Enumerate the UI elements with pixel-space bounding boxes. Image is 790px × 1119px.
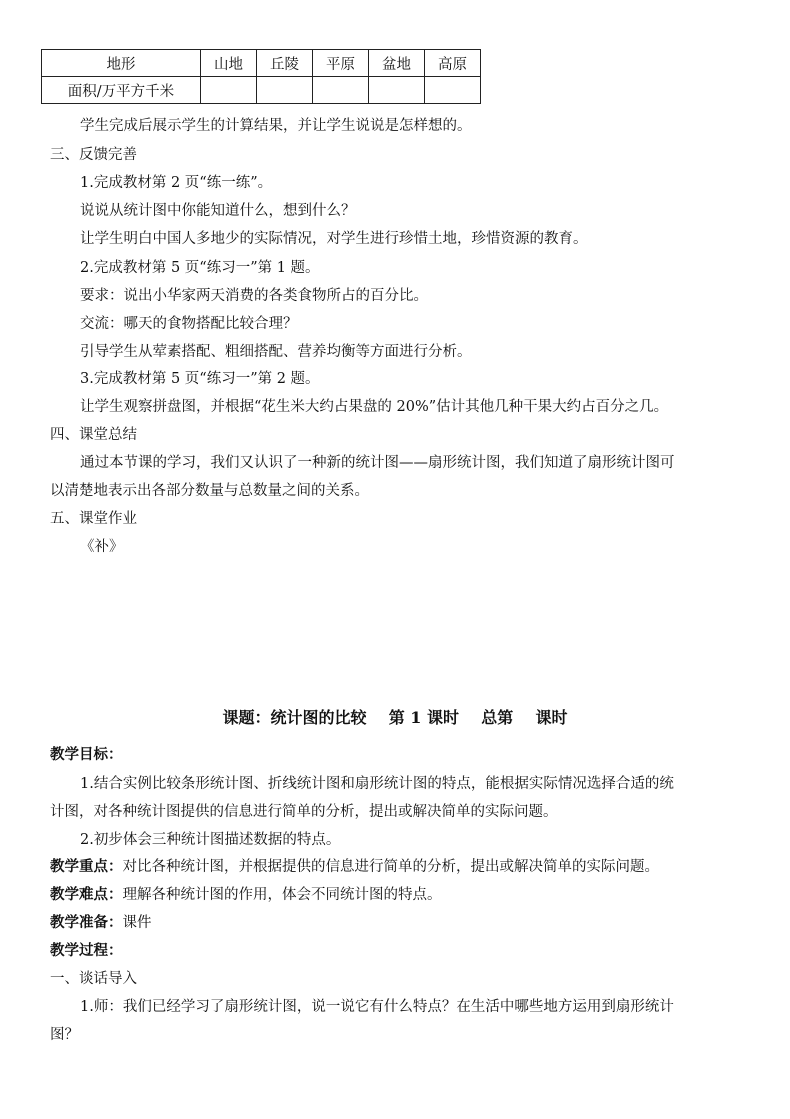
table-cell: 丘陵 <box>257 50 313 77</box>
text-line: 3.完成教材第 5 页“练习一”第 2 题。 <box>80 371 320 387</box>
key-points-text: 对比各种统计图，并根据提供的信息进行简单的分析，提出或解决简单的实际问题。 <box>122 859 659 875</box>
table-cell: 地形 <box>42 50 201 77</box>
prep-text: 课件 <box>122 915 152 931</box>
table-cell: 山地 <box>201 50 257 77</box>
text-line: 交流：哪天的食物搭配比较合理？ <box>80 316 298 332</box>
section-heading: 四、课堂总结 <box>50 427 137 443</box>
text-line: 引导学生从荤素搭配、粗细搭配、营养均衡等方面进行分析。 <box>80 344 472 360</box>
text-line: 让学生观察拼盘图，并根据“花生米大约占果盘的 20%”估计其他几种干果大约占百分之几。 <box>80 399 669 415</box>
difficulty-text: 理解各种统计图的作用，体会不同统计图的特点。 <box>122 887 442 903</box>
prep-label: 教学准备： <box>50 914 123 931</box>
goals-label: 教学目标： <box>50 746 123 763</box>
table-cell <box>313 77 369 104</box>
section-heading: 五、课堂作业 <box>50 511 137 527</box>
difficulty-line <box>50 885 442 905</box>
key-points-label: 教学重点： <box>50 858 123 875</box>
section-heading: 三、反馈完善 <box>50 147 137 163</box>
text-line: 要求：说出小华家两天消费的各类食物所占的百分比。 <box>80 288 428 304</box>
terrain-area-table <box>41 49 481 104</box>
text-line: 1.结合实例比较条形统计图、折线统计图和扇形统计图的特点，能根据实际情况选择合适的统 <box>80 776 674 792</box>
text-line: 1.师：我们已经学习了扇形统计图，说一说它有什么特点？在生活中哪些地方运用到扇形统计 <box>80 999 674 1015</box>
text-line: 《补》 <box>80 539 124 555</box>
text-line: 通过本节课的学习，我们又认识了一种新的统计图——扇形统计图，我们知道了扇形统计图可 <box>80 455 675 471</box>
text-line: 1.完成教材第 2 页“练一练”。 <box>80 175 273 191</box>
section-heading: 一、谈话导入 <box>50 971 137 987</box>
key-points-line <box>50 857 659 877</box>
text-line: 2.初步体会三种统计图描述数据的特点。 <box>80 832 341 848</box>
table-cell: 面积/万平方千米 <box>42 77 201 104</box>
table-cell <box>201 77 257 104</box>
text-line: 计图，对各种统计图提供的信息进行简单的分析，提出或解决简单的实际问题。 <box>50 804 558 820</box>
table-cell <box>425 77 481 104</box>
table-cell: 盆地 <box>369 50 425 77</box>
table-cell <box>257 77 313 104</box>
difficulty-label: 教学难点： <box>50 886 123 903</box>
table-cell: 高原 <box>425 50 481 77</box>
prep-line <box>50 913 152 933</box>
text-line: 说说从统计图中你能知道什么，想到什么？ <box>80 203 356 219</box>
text-line: 学生完成后展示学生的计算结果，并让学生说说是怎样想的。 <box>80 118 472 134</box>
text-line: 让学生明白中国人多地少的实际情况，对学生进行珍惜土地，珍惜资源的教育。 <box>80 231 588 247</box>
text-line: 以清楚地表示出各部分数量与总数量之间的关系。 <box>50 483 369 499</box>
text-line: 2.完成教材第 5 页“练习一”第 1 题。 <box>80 260 320 276</box>
table-cell: 平原 <box>313 50 369 77</box>
text-line: 图？ <box>50 1027 79 1043</box>
table-row <box>42 77 481 104</box>
lesson-title: 课题：统计图的比较 第 1 课时 总第 课时 <box>222 708 568 727</box>
table-row <box>42 50 481 77</box>
table-cell <box>369 77 425 104</box>
process-label: 教学过程： <box>50 942 123 959</box>
